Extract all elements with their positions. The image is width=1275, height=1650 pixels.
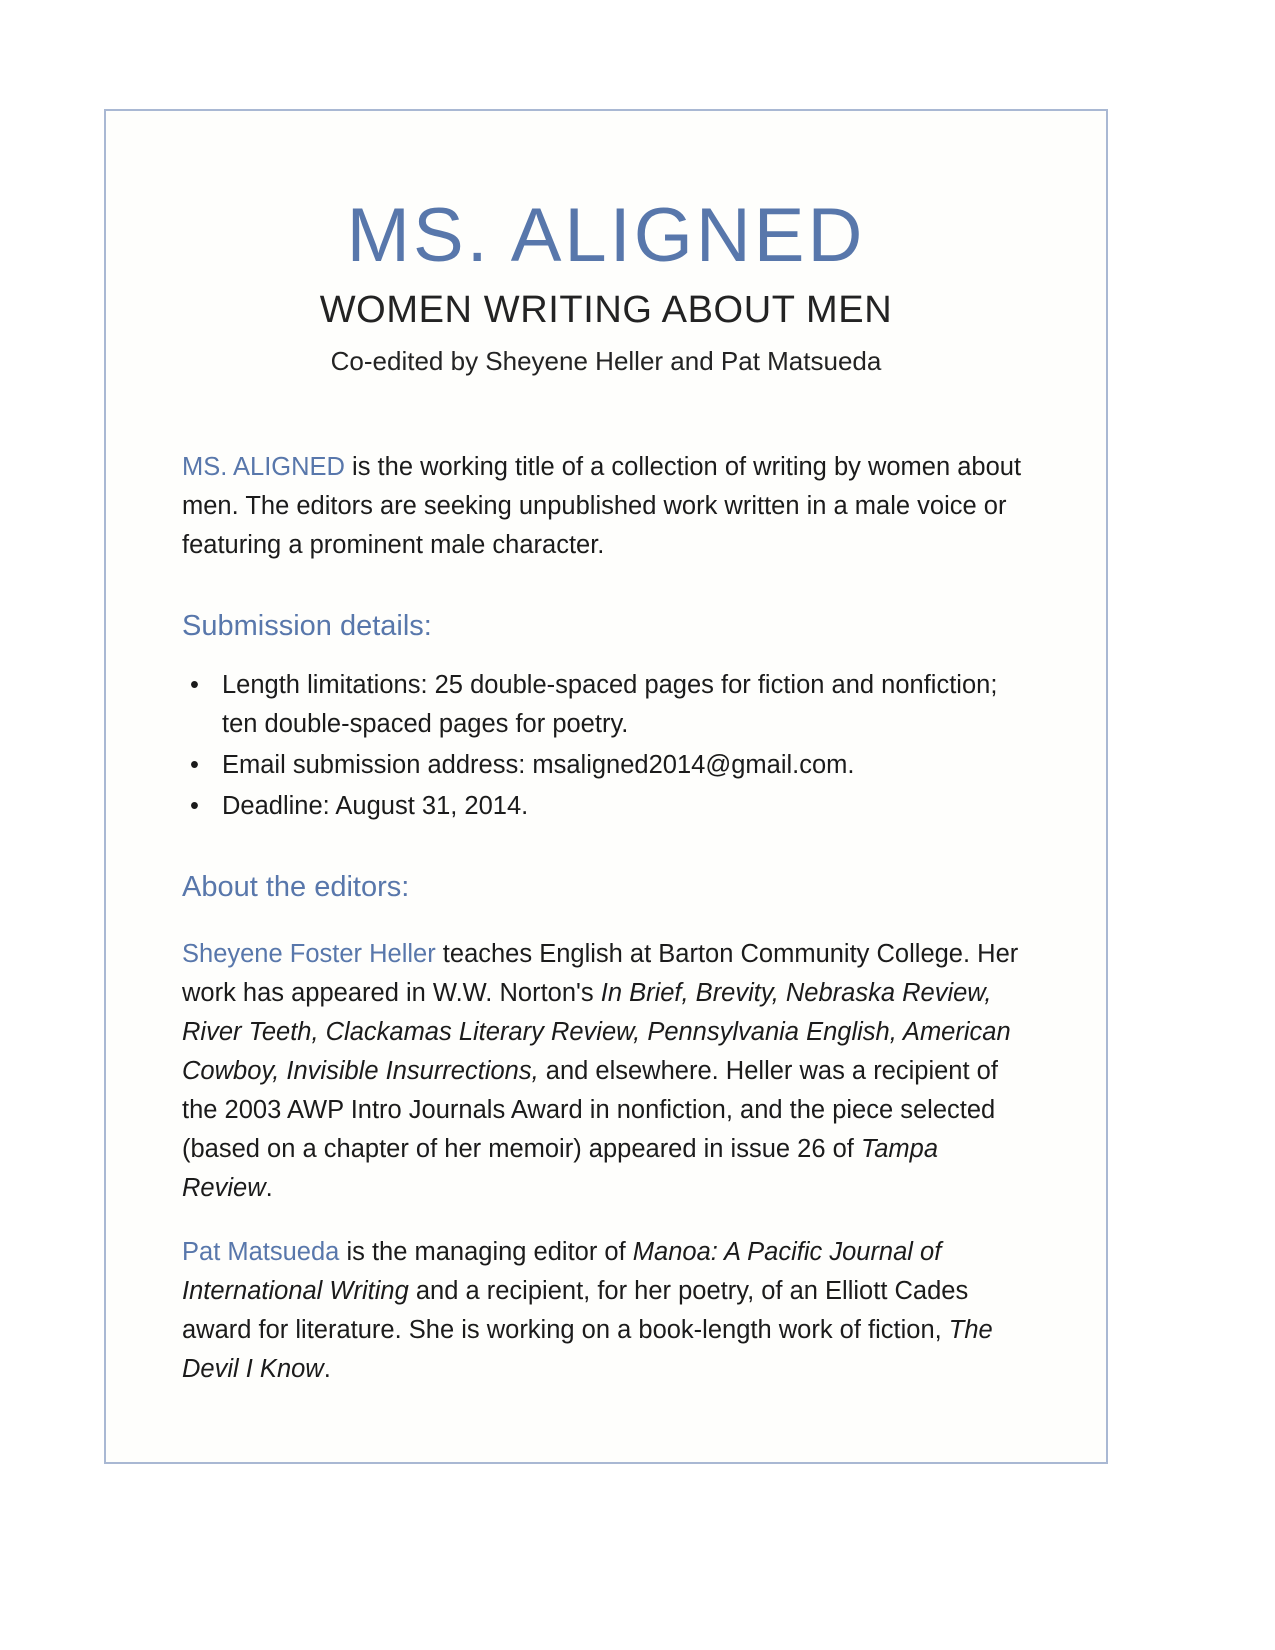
editor-name-heller: Sheyene Foster Heller <box>182 939 436 968</box>
heller-seg3: . <box>265 1173 273 1202</box>
bullet-icon: • <box>190 750 199 779</box>
matsueda-seg2: and a recipient, for her poetry, of an Elliott Cades award for literature. She is working on a book-length work of fiction, <box>182 1276 969 1344</box>
page-inner <box>106 111 1106 1389</box>
list-item-label: Length limitations: 25 double-spaced pages for fiction and nonfiction; ten double-spaced pages for poetry. <box>222 670 998 738</box>
list-item <box>182 666 1026 744</box>
matsueda-works-2: The Devil I Know <box>182 1315 993 1383</box>
section-heading-submission: Submission details: <box>182 610 432 642</box>
list-item <box>182 787 1026 826</box>
document-page <box>104 109 1108 1464</box>
editor-bios <box>182 935 1026 1389</box>
editor-bio-matsueda <box>182 1233 1026 1389</box>
matsueda-seg1: is the managing editor of <box>339 1237 633 1266</box>
heller-seg1: teaches English at Barton Community College. Her work has appeared in W.W. Norton's <box>182 939 1019 1007</box>
heller-works-2: Tampa Review <box>182 1134 939 1202</box>
list-item-label: Email submission address: msaligned2014@gmail.com. <box>222 750 855 779</box>
heller-seg2: and elsewhere. Heller was a recipient of the 2003 AWP Intro Journals Award in nonfiction, and the piece selected (based on a chapter of her memoir) appeared in issue 26 of <box>182 1056 998 1163</box>
section-heading-editors: About the editors: <box>182 870 410 903</box>
document-header <box>176 111 1036 376</box>
matsueda-works-1: Manoa: A Pacific Journal of International Writing <box>182 1237 942 1305</box>
page-subtitle: WOMEN WRITING ABOUT MEN <box>319 288 893 331</box>
list-item <box>182 746 1026 785</box>
document-body <box>176 376 1036 1389</box>
intro-text: is the working title of a collection of writing by women about men. The editors are seeking unpublished work written in a male voice or featuring a prominent male character. <box>182 453 1022 559</box>
bullet-icon: • <box>190 791 199 820</box>
intro-accent-lead: MS. ALIGNED <box>182 453 345 481</box>
list-item-label: Deadline: August 31, 2014. <box>222 791 529 820</box>
submission-details-list <box>182 666 1026 826</box>
bullet-icon: • <box>190 670 199 699</box>
matsueda-seg3: . <box>323 1354 331 1383</box>
page-title: MS. ALIGNED <box>346 193 866 278</box>
editor-name-matsueda: Pat Matsueda <box>182 1237 340 1266</box>
heller-works-1: In Brief, Brevity, Nebraska Review, River Teeth, Clackamas Literary Review, Pennsylvania English, American Cowboy, Invisible Insurrections, <box>182 978 1011 1085</box>
page-byline: Co-edited by Sheyene Heller and Pat Matsueda <box>330 346 882 377</box>
intro-paragraph <box>182 448 1026 565</box>
editor-bio-heller <box>182 935 1026 1208</box>
